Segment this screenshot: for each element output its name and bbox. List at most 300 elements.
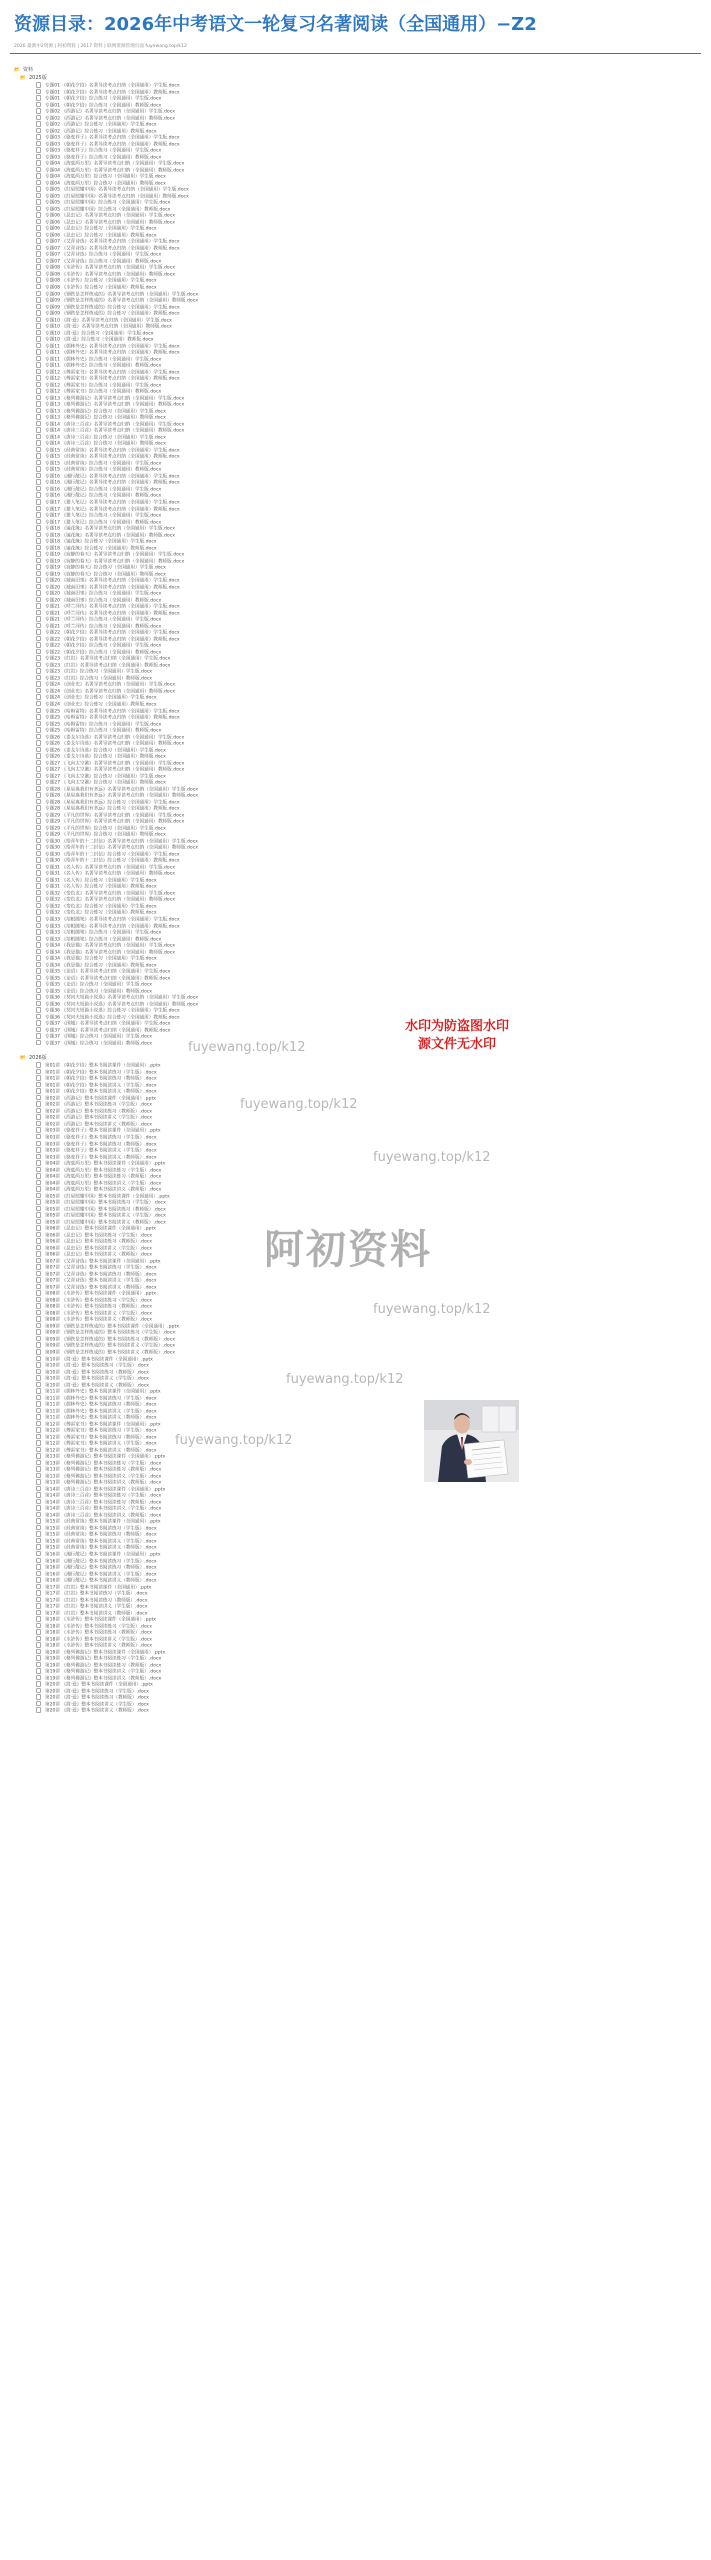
file-icon <box>36 1401 41 1407</box>
file-icon <box>36 82 41 88</box>
file-icon <box>36 343 41 349</box>
file-name: 专题31 《名人传》名著导读考点归纳（全国通用）教师版.docx <box>45 871 175 877</box>
file-name: 专题04 《海底两万里》综合练习（全国通用）教师版.docx <box>45 180 166 186</box>
file-icon <box>36 141 41 147</box>
file-icon <box>36 388 41 394</box>
file-icon <box>36 258 41 264</box>
file-icon <box>36 147 41 153</box>
file-icon <box>36 1310 41 1316</box>
file-name: 专题28 《星星离我们有多远》名著导读考点归纳（全国通用）教师版.docx <box>45 793 198 799</box>
file-icon <box>36 734 41 740</box>
file-name: 第09讲 《钢铁是怎样炼成的》整本书阅读课件（全国通用）.pptx <box>45 1324 179 1330</box>
file-name: 第16讲 《湘行散记》整本书阅读练习（学生版）.docx <box>45 1558 157 1564</box>
file-icon <box>36 271 41 277</box>
file-name: 专题21 《呼兰河传》名著导读考点归纳（全国通用）学生版.docx <box>45 604 180 610</box>
file-name: 第09讲 《钢铁是怎样炼成的》整本书阅读练习（教师版）.docx <box>45 1337 175 1343</box>
file-name: 第07讲 《艾青诗选》整本书阅读讲义（教师版）.docx <box>45 1285 157 1291</box>
file-icon <box>36 1440 41 1446</box>
file-name: 第02讲 《西游记》整本书阅读练习（学生版）.docx <box>45 1102 153 1108</box>
file-icon <box>36 1414 41 1420</box>
file-icon <box>36 95 41 101</box>
file-icon <box>36 1616 41 1622</box>
file-icon <box>36 1284 41 1290</box>
file-icon <box>36 1225 41 1231</box>
file-icon <box>36 1264 41 1270</box>
file-name: 专题16 《湘行散记》综合练习（全国通用）学生版.docx <box>45 487 162 493</box>
file-icon <box>36 460 41 466</box>
file-name: 第06讲 《昆虫记》整本书阅读讲义（学生版）.docx <box>45 1246 153 1251</box>
file-icon <box>36 1007 41 1013</box>
file-name: 专题37 《围城》名著导读考点归纳（全国通用）学生版.docx <box>45 1021 171 1027</box>
watermark-url: fuyewang.top/k12 <box>175 1433 293 1448</box>
file-name: 第05讲 《红星照耀中国》整本书阅读课件（全国通用）.pptx <box>45 1193 170 1199</box>
file-name: 专题31 《名人传》综合练习（全国通用）学生版.docx <box>45 878 157 884</box>
file-name: 专题04 《海底两万里》名著导读考点归纳（全国通用）教师版.docx <box>45 167 185 173</box>
file-icon <box>36 1349 41 1355</box>
file-name: 专题06 《昆虫记》综合练习（全国通用）教师版.docx <box>45 233 157 239</box>
file-icon <box>36 1701 41 1707</box>
file-icon <box>36 251 41 257</box>
file-icon <box>36 1127 41 1133</box>
file-icon <box>36 180 41 186</box>
file-name: 专题12 《傅雷家书》综合练习（全国通用）教师版.docx <box>45 389 162 395</box>
file-icon <box>36 453 41 459</box>
file-icon <box>36 1297 41 1303</box>
file-name: 专题14 《唐诗三百首》综合练习（全国通用）教师版.docx <box>45 441 166 447</box>
file-name: 专题07 《艾青诗选》名著导读考点归纳（全国通用）教师版.docx <box>45 246 180 252</box>
file-icon <box>36 121 41 127</box>
file-name: 专题11 《儒林外史》名著导读考点归纳（全国通用）学生版.docx <box>45 343 180 349</box>
file-name: 专题05 《红星照耀中国》综合练习（全国通用）教师版.docx <box>45 207 171 213</box>
watermark-url: fuyewang.top/k12 <box>188 1040 306 1055</box>
file-icon <box>36 1369 41 1375</box>
file-name: 第17讲 《红岩》整本书阅读讲义（学生版）.docx <box>45 1604 148 1610</box>
file-name: 专题11 《儒林外史》综合练习（全国通用）学生版.docx <box>45 356 162 362</box>
file-icon <box>36 538 41 544</box>
file-name: 专题19 《寂静的春天》名著导读考点归纳（全国通用）学生版.docx <box>45 552 185 558</box>
file-name: 专题32 《变色龙》综合练习（全国通用）学生版.docx <box>45 904 157 910</box>
file-icon <box>36 1001 41 1007</box>
file-icon <box>36 649 41 655</box>
watermark-brand: 阿初资料 <box>264 1227 432 1273</box>
file-icon <box>36 89 41 95</box>
file-icon <box>36 1479 41 1485</box>
file-name: 专题27 《飞向太空港》综合练习（全国通用）学生版.docx <box>45 773 166 779</box>
file-name: 第20讲 《简·爱》整本书阅读练习（学生版）.docx <box>45 1689 149 1695</box>
file-name: 专题28 《星星离我们有多远》综合练习（全国通用）学生版.docx <box>45 799 180 805</box>
file-icon <box>36 851 41 857</box>
file-name: 专题32 《变色龙》综合练习（全国通用）教师版.docx <box>45 910 157 916</box>
file-icon <box>36 564 41 570</box>
file-name: 专题14 《唐诗三百首》名著导读考点归纳（全国通用）教师版.docx <box>45 428 185 434</box>
file-name: 专题06 《昆虫记》名著导读考点归纳（全国通用）学生版.docx <box>45 213 175 219</box>
file-icon <box>36 903 41 909</box>
file-name: 专题04 《海底两万里》名著导读考点归纳（全国通用）学生版.docx <box>45 161 185 167</box>
file-name: 第14讲 《唐诗三百首》整本书阅读练习（学生版）.docx <box>45 1493 162 1499</box>
file-name: 专题26 《泰戈尔诗选》综合练习（全国通用）教师版.docx <box>45 754 166 760</box>
file-icon <box>36 1694 41 1700</box>
file-icon <box>36 1473 41 1479</box>
file-icon <box>36 291 41 297</box>
file-name: 第17讲 《红岩》整本书阅读练习（学生版）.docx <box>45 1591 148 1597</box>
file-name: 第15讲 《经典常谈》整本书阅读讲义（学生版）.docx <box>45 1539 157 1545</box>
file-name: 专题13 《格列佛游记》名著导读考点归纳（全国通用）学生版.docx <box>45 396 185 401</box>
file-name: 专题10 《简·爱》综合练习（全国通用）教师版.docx <box>45 337 154 343</box>
file-item[interactable] <box>14 1707 704 1714</box>
file-name: 专题16 《湘行散记》综合练习（全国通用）教师版.docx <box>45 493 162 499</box>
file-name: 专题09 《钢铁是怎样炼成的》名著导读考点归纳（全国通用）学生版.docx <box>45 291 198 297</box>
file-name: 专题21 《呼兰河传》综合练习（全国通用）学生版.docx <box>45 617 162 623</box>
file-icon <box>36 1512 41 1518</box>
folder-2025[interactable] <box>14 74 704 82</box>
file-name: 专题36 《契诃夫短篇小说选》综合练习（全国通用）教师版.docx <box>45 1014 180 1020</box>
file-name: 专题22 《朝花夕拾》综合练习（全国通用）教师版.docx <box>45 650 162 656</box>
file-icon <box>36 1681 41 1687</box>
file-name: 专题15 《经典常谈》综合练习（全国通用）教师版.docx <box>45 467 162 473</box>
file-icon <box>36 597 41 603</box>
file-name: 第12讲 《傅雷家书》整本书阅读课件（全国通用）.pptx <box>45 1421 161 1427</box>
file-icon <box>36 1707 41 1713</box>
file-icon <box>36 1655 41 1661</box>
folder-2026[interactable] <box>14 1054 704 1062</box>
file-name: 第03讲 《骆驼祥子》整本书阅读讲义（学生版）.docx <box>45 1148 157 1154</box>
file-icon <box>36 949 41 955</box>
file-name: 专题02 《西游记》名著导读考点归纳（全国通用）学生版.docx <box>45 109 175 115</box>
file-name: 第01讲 《朝花夕拾》整本书阅读课件（全国通用）.pptx <box>45 1063 161 1069</box>
file-name: 专题19 《寂静的春天》名著导读考点归纳（全国通用）教师版.docx <box>45 558 185 564</box>
file-icon <box>36 1447 41 1453</box>
file-icon <box>36 1649 41 1655</box>
file-name: 专题02 《西游记》综合练习（全国通用）学生版.docx <box>45 122 157 128</box>
file-icon <box>36 1154 41 1160</box>
file-name: 专题30 《给青年的十二封信》名著导读考点归纳（全国通用）教师版.docx <box>45 845 198 851</box>
file-icon <box>36 675 41 681</box>
file-icon <box>36 466 41 472</box>
file-icon <box>36 225 41 231</box>
file-name: 第15讲 《经典常谈》整本书阅读课件（全国通用）.pptx <box>45 1519 161 1525</box>
file-name: 第15讲 《经典常谈》整本书阅读讲义（教师版）.docx <box>45 1545 157 1551</box>
file-icon <box>36 1271 41 1277</box>
file-icon <box>36 1062 41 1068</box>
file-name: 第09讲 《钢铁是怎样炼成的》整本书阅读讲义（学生版）.docx <box>45 1343 175 1349</box>
file-icon <box>36 1499 41 1505</box>
file-name: 第18讲 《水浒传》整本书阅读讲义（教师版）.docx <box>45 1643 153 1649</box>
file-icon <box>36 1505 41 1511</box>
file-name: 专题24 《创业史》名著导读考点归纳（全国通用）学生版.docx <box>45 682 175 688</box>
file-icon <box>36 330 41 336</box>
file-name: 专题25 《哈姆雷特》综合练习（全国通用）学生版.docx <box>45 721 162 727</box>
file-icon <box>36 532 41 538</box>
file-list-2025 <box>14 82 704 1046</box>
file-icon <box>36 1199 41 1205</box>
file-icon <box>36 1551 41 1557</box>
file-name: 第01讲 《朝花夕拾》整本书阅读练习（学生版）.docx <box>45 1070 157 1076</box>
file-name: 专题24 《创业史》综合练习（全国通用）学生版.docx <box>45 695 157 701</box>
file-icon <box>36 512 41 518</box>
folder-root[interactable] <box>14 66 704 74</box>
file-name: 第15讲 《经典常谈》整本书阅读练习（教师版）.docx <box>45 1532 157 1538</box>
file-icon <box>36 284 41 290</box>
file-name: 专题07 《艾青诗选》综合练习（全国通用）教师版.docx <box>45 259 162 265</box>
file-icon <box>36 590 41 596</box>
file-icon <box>36 610 41 616</box>
file-name: 专题08 《水浒传》名著导读考点归纳（全国通用）教师版.docx <box>45 272 175 278</box>
file-icon <box>36 981 41 987</box>
folder-root-label: 资料 <box>23 67 34 73</box>
file-name: 专题24 《创业史》名著导读考点归纳（全国通用）教师版.docx <box>45 689 175 695</box>
file-icon <box>36 479 41 485</box>
file-name: 专题30 《给青年的十二封信》名著导读考点归纳（全国通用）学生版.docx <box>45 839 198 845</box>
file-icon <box>36 831 41 837</box>
file-name: 专题23 《红岩》综合练习（全国通用）学生版.docx <box>45 669 153 675</box>
file-name: 第03讲 《骆驼祥子》整本书阅读讲义（教师版）.docx <box>45 1154 157 1160</box>
file-icon <box>36 942 41 948</box>
file-icon <box>36 1603 41 1609</box>
file-name: 专题36 《契诃夫短篇小说选》名著导读考点归纳（全国通用）学生版.docx <box>45 995 198 1001</box>
file-icon <box>36 1245 41 1251</box>
file-icon <box>36 1597 41 1603</box>
file-name: 第12讲 《傅雷家书》整本书阅读练习（学生版）.docx <box>45 1428 157 1434</box>
file-icon <box>36 1356 41 1362</box>
file-icon <box>36 1584 41 1590</box>
file-icon <box>36 805 41 811</box>
file-name: 第19讲 《格列佛游记》整本书阅读课件（全国通用）.pptx <box>45 1649 166 1655</box>
file-name: 专题31 《名人传》综合练习（全国通用）教师版.docx <box>45 884 157 890</box>
file-name: 专题29 《平凡的世界》综合练习（全国通用）学生版.docx <box>45 826 166 832</box>
file-icon <box>36 727 41 733</box>
file-item[interactable] <box>14 1040 704 1047</box>
file-name: 专题09 《钢铁是怎样炼成的》综合练习（全国通用）教师版.docx <box>45 311 180 317</box>
file-icon <box>36 721 41 727</box>
file-icon <box>36 382 41 388</box>
file-name: 专题26 《泰戈尔诗选》名著导读考点归纳（全国通用）学生版.docx <box>45 734 185 740</box>
file-name: 专题33 《培根随笔》综合练习（全国通用）教师版.docx <box>45 936 162 942</box>
file-icon <box>36 115 41 121</box>
file-name: 专题14 《唐诗三百首》综合练习（全国通用）学生版.docx <box>45 435 166 441</box>
file-name: 第06讲 《昆虫记》整本书阅读讲义（教师版）.docx <box>45 1252 153 1258</box>
file-name: 第11讲 《儒林外史》整本书阅读讲义（学生版）.docx <box>45 1408 157 1414</box>
file-name: 第18讲 《水浒传》整本书阅读讲义（学生版）.docx <box>45 1636 153 1642</box>
file-icon <box>36 1212 41 1218</box>
file-icon <box>36 238 41 244</box>
file-icon <box>36 1486 41 1492</box>
file-icon <box>36 694 41 700</box>
file-name: 专题01 《朝花夕拾》综合练习（全国通用）教师版.docx <box>45 102 162 108</box>
file-name: 专题10 《简·爱》名著导读考点归纳（全国通用）学生版.docx <box>45 317 172 323</box>
file-icon <box>36 1642 41 1648</box>
file-icon <box>36 1375 41 1381</box>
file-icon <box>36 173 41 179</box>
file-name: 专题32 《变色龙》名著导读考点归纳（全国通用）教师版.docx <box>45 897 175 903</box>
man-reading-newspaper-image <box>424 1400 519 1482</box>
file-name: 专题16 《湘行散记》名著导读考点归纳（全国通用）教师版.docx <box>45 480 180 486</box>
watermark-url: fuyewang.top/k12 <box>240 1097 358 1112</box>
file-icon <box>36 486 41 492</box>
file-icon <box>36 584 41 590</box>
file-name: 第04讲 《海底两万里》整本书阅读讲义（学生版）.docx <box>45 1180 162 1186</box>
file-icon <box>36 968 41 974</box>
file-icon <box>36 799 41 805</box>
file-name: 专题29 《平凡的世界》名著导读考点归纳（全国通用）教师版.docx <box>45 819 185 825</box>
file-name: 第10讲 《简·爱》整本书阅读练习（学生版）.docx <box>45 1363 149 1369</box>
file-icon <box>36 1082 41 1088</box>
file-name: 第05讲 《红星照耀中国》整本书阅读讲义（学生版）.docx <box>45 1213 166 1219</box>
file-name: 专题06 《昆虫记》综合练习（全国通用）学生版.docx <box>45 226 157 232</box>
file-icon <box>36 1336 41 1342</box>
file-name: 专题20 《城南旧事》名著导读考点归纳（全国通用）教师版.docx <box>45 584 180 590</box>
file-name: 第14讲 《唐诗三百首》整本书阅读讲义（教师版）.docx <box>45 1513 162 1519</box>
file-name: 专题17 《猎人笔记》综合练习（全国通用）教师版.docx <box>45 519 162 525</box>
file-name: 专题22 《朝花夕拾》名著导读考点归纳（全国通用）学生版.docx <box>45 630 180 636</box>
file-icon <box>36 1020 41 1026</box>
file-icon <box>36 766 41 772</box>
file-icon <box>36 825 41 831</box>
file-name: 第05讲 《红星照耀中国》整本书阅读讲义（教师版）.docx <box>45 1219 166 1225</box>
folder-icon: 📂 <box>20 75 27 81</box>
file-name: 专题11 《儒林外史》综合练习（全国通用）教师版.docx <box>45 363 162 369</box>
file-name: 第14讲 《唐诗三百首》整本书阅读讲义（学生版）.docx <box>45 1506 162 1512</box>
file-icon <box>36 1114 41 1120</box>
file-icon <box>36 551 41 557</box>
file-name: 专题07 《艾青诗选》综合练习（全国通用）学生版.docx <box>45 252 162 258</box>
file-name: 第19讲 《格列佛游记》整本书阅读练习（教师版）.docx <box>45 1663 162 1668</box>
file-icon <box>36 277 41 283</box>
file-name: 专题10 《简·爱》综合练习（全国通用）学生版.docx <box>45 330 154 336</box>
file-name: 专题16 《湘行散记》名著导读考点归纳（全国通用）学生版.docx <box>45 474 180 480</box>
watermark-notice-line1: 水印为防盗图水印 <box>405 1019 510 1034</box>
folder-2026-label: 2026版 <box>29 1055 47 1062</box>
file-icon <box>36 1492 41 1498</box>
watermark-notice <box>405 1018 509 1054</box>
file-name: 第08讲 《水浒传》整本书阅读讲义（学生版）.docx <box>45 1311 153 1317</box>
file-name: 专题10 《简·爱》名著导读考点归纳（全国通用）教师版.docx <box>45 324 172 330</box>
file-name: 专题23 《红岩》名著导读考点归纳（全国通用）学生版.docx <box>45 656 171 662</box>
file-icon <box>36 896 41 902</box>
file-name: 专题04 《海底两万里》综合练习（全国通用）学生版.docx <box>45 174 166 180</box>
file-name: 专题01 《朝花夕拾》名著导读考点归纳（全国通用）学生版.docx <box>45 83 180 89</box>
file-icon <box>36 1427 41 1433</box>
file-icon <box>36 1395 41 1401</box>
file-icon <box>36 401 41 407</box>
file-icon <box>36 773 41 779</box>
file-name: 专题15 《经典常谈》综合练习（全国通用）学生版.docx <box>45 461 162 467</box>
file-name: 专题29 《平凡的世界》名著导读考点归纳（全国通用）学生版.docx <box>45 813 185 818</box>
file-name: 专题12 《傅雷家书》名著导读考点归纳（全国通用）教师版.docx <box>45 376 180 382</box>
file-icon <box>36 212 41 218</box>
file-name: 专题22 《朝花夕拾》综合练习（全国通用）学生版.docx <box>45 643 162 649</box>
file-icon <box>36 317 41 323</box>
file-name: 专题01 《朝花夕拾》名著导读考点归纳（全国通用）教师版.docx <box>45 89 180 95</box>
file-name: 第20讲 《简·爱》整本书阅读课件（全国通用）.pptx <box>45 1682 153 1688</box>
file-name: 专题05 《红星照耀中国》名著导读考点归纳（全国通用）学生版.docx <box>45 187 189 193</box>
file-icon <box>36 1538 41 1544</box>
file-icon <box>36 434 41 440</box>
file-icon <box>36 1610 41 1616</box>
file-icon <box>36 857 41 863</box>
file-icon <box>36 1662 41 1668</box>
file-icon <box>36 1075 41 1081</box>
file-icon <box>36 1342 41 1348</box>
file-name: 第13讲 《格列佛游记》整本书阅读练习（教师版）.docx <box>45 1467 162 1473</box>
file-name: 专题35 《论语》名著导读考点归纳（全国通用）学生版.docx <box>45 969 171 975</box>
file-name: 第07讲 《艾青诗选》整本书阅读讲义（学生版）.docx <box>45 1278 157 1284</box>
file-icon <box>36 668 41 674</box>
file-name: 专题27 《飞向太空港》名著导读考点归纳（全国通用）教师版.docx <box>45 767 185 773</box>
file-icon <box>36 623 41 629</box>
file-name: 专题23 《红岩》名著导读考点归纳（全国通用）教师版.docx <box>45 663 171 669</box>
file-icon <box>36 1571 41 1577</box>
file-name: 第17讲 《红岩》整本书阅读讲义（教师版）.docx <box>45 1610 148 1616</box>
file-name: 专题21 《呼兰河传》名著导读考点归纳（全国通用）教师版.docx <box>45 611 180 617</box>
file-icon <box>36 792 41 798</box>
file-icon <box>36 812 41 818</box>
file-name: 专题30 《给青年的十二封信》综合练习（全国通用）教师版.docx <box>45 858 180 864</box>
file-name: 第13讲 《格列佛游记》整本书阅读讲义（教师版）.docx <box>45 1480 162 1486</box>
file-icon <box>36 760 41 766</box>
file-icon <box>36 629 41 635</box>
file-name: 专题18 《镜花缘》综合练习（全国通用）教师版.docx <box>45 545 157 551</box>
file-name: 专题17 《猎人笔记》综合练习（全国通用）学生版.docx <box>45 513 162 519</box>
file-icon <box>36 1108 41 1114</box>
file-name: 第19讲 《格列佛游记》整本书阅读练习（学生版）.docx <box>45 1656 162 1662</box>
file-name: 第04讲 《海底两万里》整本书阅读课件（全国通用）.pptx <box>45 1161 166 1167</box>
file-name: 第16讲 《湘行散记》整本书阅读练习（教师版）.docx <box>45 1565 157 1571</box>
file-icon <box>36 219 41 225</box>
file-icon <box>36 975 41 981</box>
file-name: 专题09 《钢铁是怎样炼成的》名著导读考点归纳（全国通用）教师版.docx <box>45 298 198 304</box>
file-name: 专题03 《骆驼祥子》名著导读考点归纳（全国通用）学生版.docx <box>45 135 180 141</box>
file-icon <box>36 519 41 525</box>
file-icon <box>36 929 41 935</box>
file-icon <box>36 499 41 505</box>
file-name: 第11讲 《儒林外史》整本书阅读讲义（教师版）.docx <box>45 1415 157 1421</box>
file-icon <box>36 890 41 896</box>
file-name: 第10讲 《简·爱》整本书阅读课件（全国通用）.pptx <box>45 1356 153 1362</box>
file-name: 专题34 《我是猫》综合练习（全国通用）教师版.docx <box>45 962 157 968</box>
file-icon <box>36 1531 41 1537</box>
file-icon <box>36 1453 41 1459</box>
file-icon <box>36 545 41 551</box>
file-icon <box>36 440 41 446</box>
file-name: 第18讲 《水浒传》整本书阅读课件（全国通用）.pptx <box>45 1617 156 1623</box>
file-icon <box>36 1069 41 1075</box>
file-icon <box>36 336 41 342</box>
file-icon <box>36 864 41 870</box>
file-icon <box>36 1147 41 1153</box>
file-name: 专题18 《镜花缘》名著导读考点归纳（全国通用）教师版.docx <box>45 532 175 538</box>
file-icon <box>36 1329 41 1335</box>
file-icon <box>36 1027 41 1033</box>
file-name: 专题11 《儒林外史》名著导读考点归纳（全国通用）教师版.docx <box>45 350 180 356</box>
file-icon <box>36 154 41 160</box>
file-icon <box>36 304 41 310</box>
file-icon <box>36 1095 41 1101</box>
file-name: 专题07 《艾青诗选》名著导读考点归纳（全国通用）学生版.docx <box>45 239 180 245</box>
file-icon <box>36 1219 41 1225</box>
file-name: 专题09 《钢铁是怎样炼成的》综合练习（全国通用）学生版.docx <box>45 304 180 310</box>
file-icon <box>36 747 41 753</box>
file-icon <box>36 264 41 270</box>
file-name: 专题13 《格列佛游记》综合练习（全国通用）学生版.docx <box>45 409 166 415</box>
file-icon <box>36 753 41 759</box>
file-name: 专题21 《呼兰河传》综合练习（全国通用）教师版.docx <box>45 624 162 630</box>
file-icon <box>36 603 41 609</box>
file-name: 第03讲 《骆驼祥子》整本书阅读练习（教师版）.docx <box>45 1141 157 1147</box>
file-name: 第07讲 《艾青诗选》整本书阅读课件（全国通用）.pptx <box>45 1259 161 1265</box>
file-name: 第16讲 《湘行散记》整本书阅读讲义（教师版）.docx <box>45 1578 157 1584</box>
file-name: 专题20 《城南旧事》名著导读考点归纳（全国通用）学生版.docx <box>45 578 180 584</box>
file-name: 第05讲 《红星照耀中国》整本书阅读练习（教师版）.docx <box>45 1206 166 1212</box>
